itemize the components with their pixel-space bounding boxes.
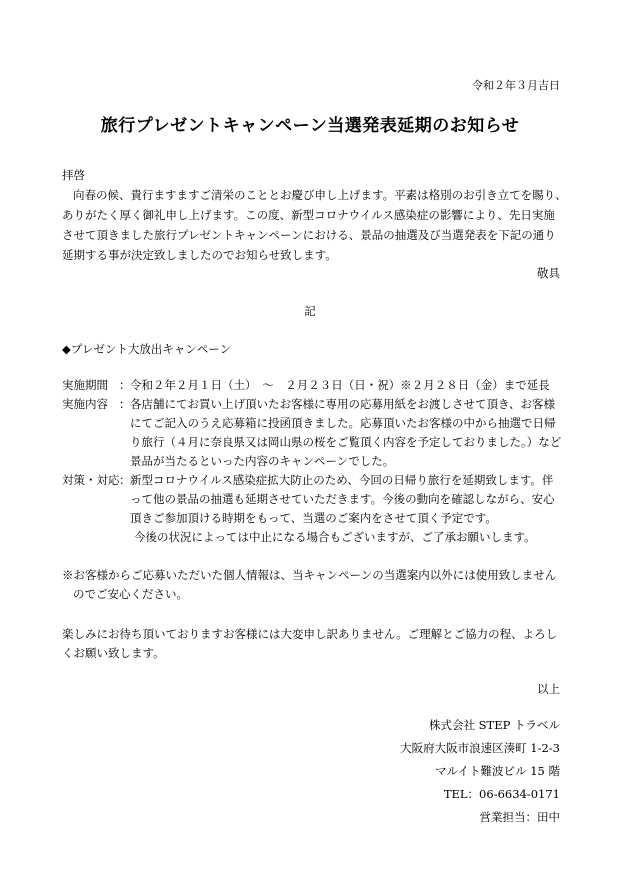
- response-label: 対策・対応: [62, 473, 120, 487]
- intro-line: ありがたく厚く御礼申し上げます。この度、新型コロナウイルス感染症の影響により、先日実施: [62, 208, 555, 222]
- content-line: り旅行（４月に奈良県又は岡山県の桜をご覧頂く内容を予定しておりました。）など: [130, 435, 562, 449]
- response-line: 頂きご参加頂ける時期をもって、当選のご案内をさせて頂く予定です。: [130, 511, 497, 525]
- issue-date: 令和２年３月吉日: [472, 79, 560, 92]
- apology-line: 楽しみにお待ち頂いておりますお客様には大変申し訳ありません。ご理解とご協力の程、よろし: [62, 627, 558, 641]
- company-address-line1: 大阪府大阪市浪速区湊町 1-2-3: [400, 741, 560, 755]
- content-colon: ：: [119, 397, 131, 411]
- response-line: 今後の状況によっては中止になる場合もございますが、ご了承お願いします。: [134, 530, 536, 544]
- period-colon: ：: [119, 378, 131, 392]
- company-address-line2: マルイト難波ビル 15 階: [435, 764, 560, 778]
- period-value: 令和２年２月１日（土） ～ ２月２３日（日・祝）※２月２８日（金）まで延長: [130, 378, 550, 392]
- closing-ijou: 以上: [537, 682, 560, 696]
- greeting-open: 拝啓: [62, 168, 85, 182]
- content-line: 各店舗にてお買い上げ頂いたお客様に専用の応募用紙をお渡しさせて頂き、お客様: [130, 397, 556, 411]
- company-tel: TEL：06-6634-0171: [443, 787, 560, 801]
- intro-line: させて頂きました旅行プレゼントキャンペーンにおける、景品の抽選及び当選発表を下記の通り: [62, 228, 556, 242]
- response-line: 新型コロナウイルス感染症拡大防止のため、今回の日帰り旅行を延期致します。伴: [130, 473, 554, 487]
- greeting-close: 敬具: [537, 266, 560, 280]
- page-title: 旅行プレゼントキャンペーン当選発表延期のお知らせ: [100, 116, 520, 136]
- ki-heading: 記: [304, 304, 316, 318]
- response-colon: ：: [119, 473, 131, 487]
- intro-line: 向春の候、貴行ますますご清栄のこととお慶び申し上げます。平素は格別のお引き立てを賜り、: [73, 188, 567, 202]
- content-line: にてご記入のうえ応募箱に投函頂きました。応募頂いたお客様の中から抽選で日帰: [130, 416, 556, 430]
- intro-line: 延期する事が決定致しましたのでお知らせ致します。: [62, 248, 337, 262]
- apology-line: くお願い致します。: [62, 646, 165, 660]
- campaign-name: ◆プレゼント大放出キャンペーン: [62, 342, 232, 356]
- company-name: 株式会社 STEP トラベル: [429, 718, 560, 732]
- company-contact: 営業担当：田中: [479, 810, 560, 824]
- response-line: って他の景品の抽選も延期させていただきます。今後の動向を確認しながら、安心: [130, 492, 555, 506]
- privacy-line: ※お客様からご応募いただいた個人情報は、当キャンペーンの当選案内以外には使用致しません: [62, 568, 557, 582]
- content-line: 景品が当たるといった内容のキャンペーンでした。: [130, 454, 395, 468]
- period-label: 実施期間: [62, 378, 108, 392]
- content-label: 実施内容: [62, 397, 108, 411]
- privacy-line: のでご安心ください。: [73, 587, 188, 601]
